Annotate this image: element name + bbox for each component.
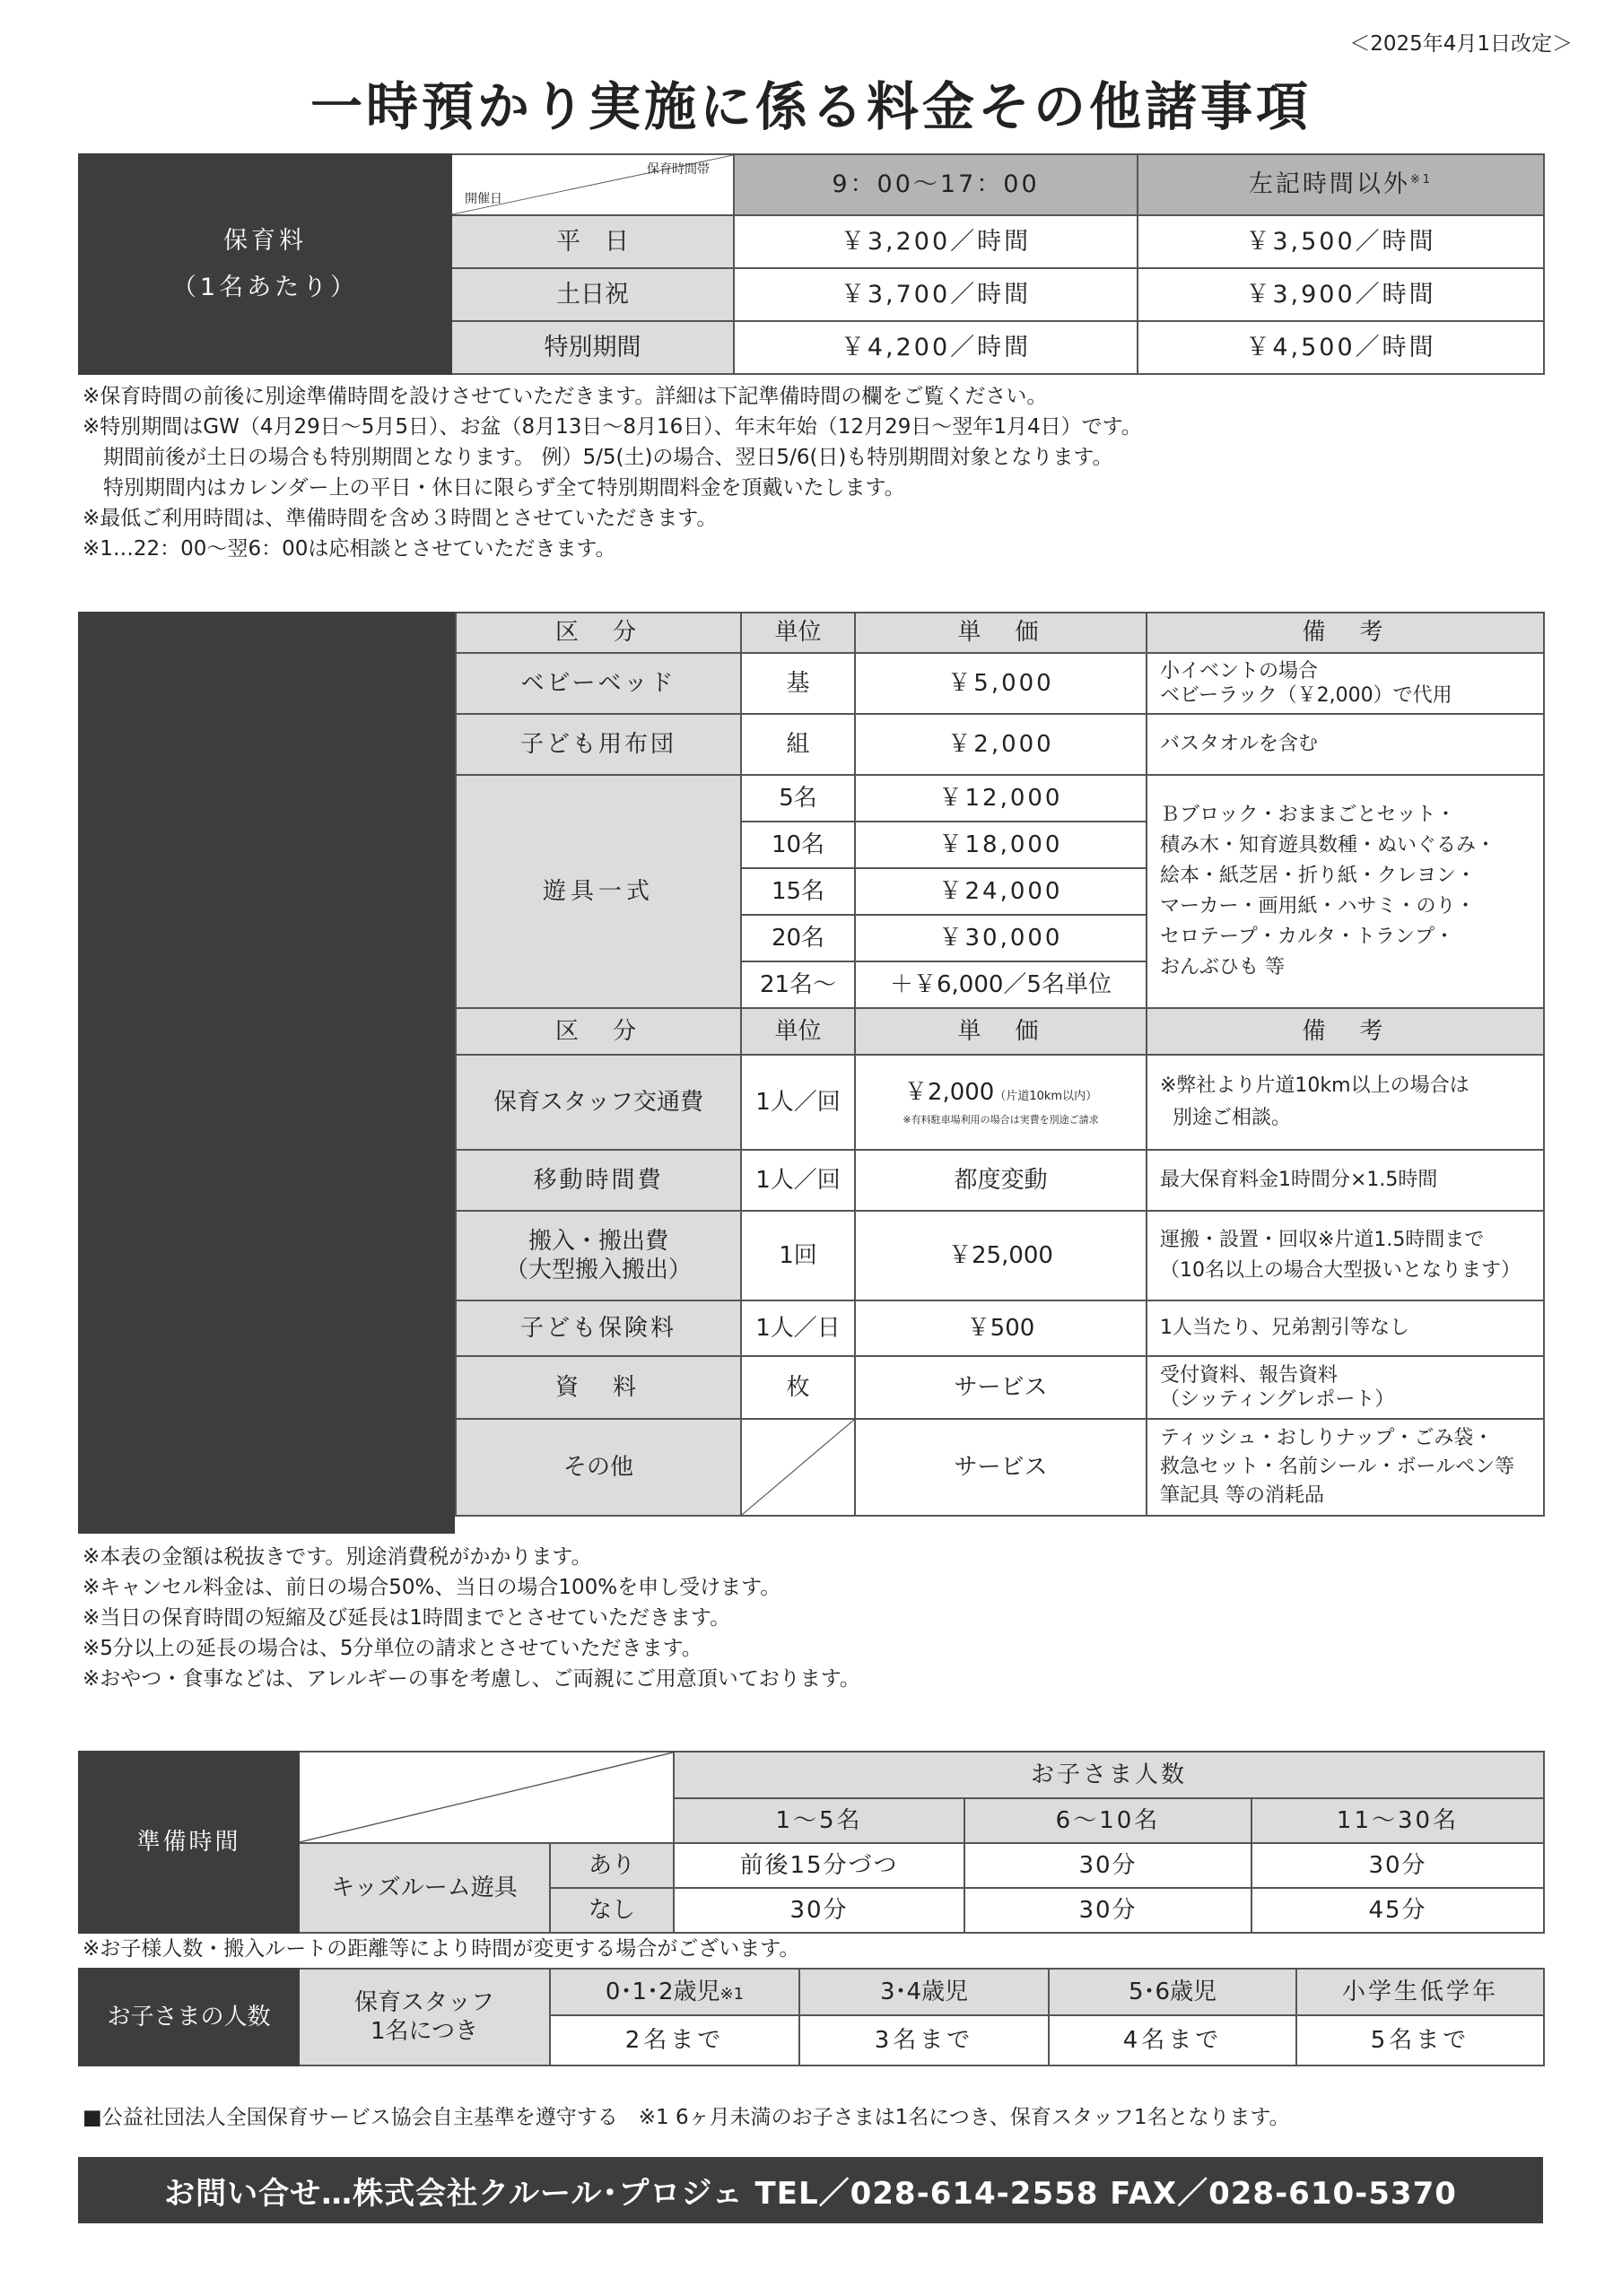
item-price bbox=[861, 1078, 1140, 1108]
col-kubun: 区 分 bbox=[456, 613, 741, 653]
item-insurance: 子ども保険料 bbox=[456, 1300, 741, 1356]
prep-value: 前後15分づつ bbox=[674, 1843, 964, 1888]
note-line: ※保育時間の前後に別途準備時間を設けさせていただきます。詳細は下記準備時間の欄をご覧ください。 bbox=[83, 385, 1048, 408]
carry-name-sub: （大型搬入搬出） bbox=[504, 1257, 692, 1283]
note-line: ※おやつ・食事などは、アレルギーの事を考慮し、ご両親にご用意頂いております。 bbox=[83, 1667, 860, 1691]
staff-label: 保育スタッフ bbox=[353, 1988, 494, 2016]
fee-price: ￥3,200／時間 bbox=[734, 215, 1138, 268]
item-docs: 資 料 bbox=[456, 1356, 741, 1419]
col-price: 単 価 bbox=[855, 1008, 1147, 1055]
remarks-line: 積み木・知育遊具数種・ぬいぐるみ・ bbox=[1160, 834, 1496, 857]
remarks-line: 別途ご相談。 bbox=[1173, 1107, 1292, 1129]
item-remarks: バスタオルを含む bbox=[1147, 714, 1544, 775]
item-unit: 20名 bbox=[741, 915, 855, 961]
prep-time-table bbox=[78, 1751, 1545, 1934]
item-carry bbox=[456, 1211, 741, 1300]
remarks-line: ※弊社より片道10km以上の場合は bbox=[1160, 1074, 1469, 1097]
item-price: ￥30,000 bbox=[855, 915, 1147, 961]
prep-diagonal-header bbox=[299, 1752, 674, 1843]
fee-price: ￥4,200／時間 bbox=[734, 321, 1138, 374]
item-price: ￥18,000 bbox=[855, 822, 1147, 868]
prep-note: ※お子様人数・搬入ルートの距離等により時間が変更する場合がございます。 bbox=[83, 1937, 800, 1961]
staff-per-label bbox=[299, 1969, 550, 2066]
item-remarks bbox=[1147, 653, 1544, 714]
col-remarks: 備 考 bbox=[1147, 613, 1544, 653]
fee-label: 保育料 bbox=[223, 226, 307, 255]
prep-col: 1〜5名 bbox=[674, 1798, 964, 1843]
remarks-line: セロテープ・カルタ・トランプ・ bbox=[1160, 926, 1455, 948]
item-price: ￥500 bbox=[855, 1300, 1147, 1356]
item-unit: 1人／回 bbox=[741, 1055, 855, 1150]
age-group: 5･6歳児 bbox=[1049, 1969, 1296, 2015]
remarks-line: 小イベントの場合 bbox=[1160, 659, 1319, 683]
prep-value: 45分 bbox=[1251, 1888, 1544, 1933]
fee-notes bbox=[83, 381, 1142, 564]
item-remarks bbox=[1147, 1055, 1544, 1150]
item-unit: 1人／回 bbox=[741, 1150, 855, 1211]
item-price: ￥5,000 bbox=[855, 653, 1147, 714]
item-other: その他 bbox=[456, 1419, 741, 1516]
note-line: ※1…22：00〜翌6：00は応相談とさせていただきます。 bbox=[83, 537, 616, 561]
fee-table bbox=[78, 153, 1545, 375]
fee-day-holiday: 土日祝 bbox=[451, 268, 734, 321]
ratio-count: 2名まで bbox=[550, 2015, 799, 2066]
item-price: ￥24,000 bbox=[855, 868, 1147, 915]
ratio-count: 3名まで bbox=[799, 2015, 1049, 2066]
age-group-mark: ※1 bbox=[719, 1984, 745, 2004]
prep-col: 11〜30名 bbox=[1251, 1798, 1544, 1843]
col-unit: 単位 bbox=[741, 613, 855, 653]
prep-value: 30分 bbox=[1251, 1843, 1544, 1888]
staff-label-sub: 1名につき bbox=[370, 2018, 479, 2045]
item-remarks bbox=[1147, 1419, 1544, 1516]
ratio-count: 4名まで bbox=[1049, 2015, 1296, 2066]
items-side-block bbox=[78, 612, 455, 1534]
toys-no: なし bbox=[550, 1888, 674, 1933]
note-line: ※当日の保育時間の短縮及び延長は1時間までとさせていただきます。 bbox=[83, 1606, 731, 1630]
note-line: 期間前後が土日の場合も特別期間となります。 例）5/5(土)の場合、翌日5/6(日)も特別期間対象となります。 bbox=[83, 446, 1113, 469]
note-line: ※最低ご利用時間は、準備時間を含め３時間とさせていただきます。 bbox=[83, 507, 718, 530]
col-remarks: 備 考 bbox=[1147, 1008, 1544, 1055]
age-group: 3･4歳児 bbox=[799, 1969, 1049, 2015]
remarks-line: 絵本・紙芝居・折り紙・クレヨン・ bbox=[1160, 865, 1477, 887]
item-remarks: 最大保育料金1時間分×1.5時間 bbox=[1147, 1150, 1544, 1211]
age-group-text: 0･1･2歳児 bbox=[605, 1978, 720, 2005]
age-group: 小学生低学年 bbox=[1296, 1969, 1544, 2015]
fee-day-special: 特別期間 bbox=[451, 321, 734, 374]
item-price: サービス bbox=[855, 1419, 1147, 1516]
item-price: ￥12,000 bbox=[855, 775, 1147, 822]
item-unit: 21名〜 bbox=[741, 961, 855, 1008]
fee-col-other-mark: ※1 bbox=[1409, 173, 1434, 187]
contact-bar bbox=[78, 2157, 1543, 2223]
col-unit: 単位 bbox=[741, 1008, 855, 1055]
item-unit: 10名 bbox=[741, 822, 855, 868]
page-title: 一時預かり実施に係る料金その他諸事項 bbox=[310, 76, 1312, 137]
remarks-line: Ｂブロック・おままごとセット・ bbox=[1160, 804, 1456, 826]
item-staff-transport: 保育スタッフ交通費 bbox=[456, 1055, 741, 1150]
item-price: 都度変動 bbox=[855, 1150, 1147, 1211]
prep-col: 6〜10名 bbox=[964, 1798, 1251, 1843]
revision-date: ＜2025年4月1日改定＞ bbox=[1349, 32, 1573, 56]
fee-price: ￥4,500／時間 bbox=[1138, 321, 1544, 374]
item-baby-bed: ベビーベッド bbox=[456, 653, 741, 714]
note-line: ※キャンセル料金は、前日の場合50%、当日の場合100%を申し受けます。 bbox=[83, 1576, 781, 1599]
remarks-line: （シッティングレポート） bbox=[1160, 1388, 1395, 1411]
fee-price: ￥3,700／時間 bbox=[734, 268, 1138, 321]
diag-bottom-label: 開催日 bbox=[465, 191, 502, 206]
general-notes bbox=[83, 1542, 860, 1694]
item-futon: 子ども用布団 bbox=[456, 714, 741, 775]
item-price: ￥25,000 bbox=[855, 1211, 1147, 1300]
remarks-line: （10名以上の場合大型扱いとなります） bbox=[1160, 1259, 1521, 1282]
item-remarks bbox=[1147, 1356, 1544, 1419]
prep-label: 準備時間 bbox=[79, 1752, 299, 1933]
carry-name: 搬入・搬出費 bbox=[528, 1227, 668, 1255]
remarks-line: 受付資料、報告資料 bbox=[1160, 1363, 1339, 1387]
prep-value: 30分 bbox=[964, 1888, 1251, 1933]
item-unit: 1回 bbox=[741, 1211, 855, 1300]
fee-diagonal-header bbox=[451, 154, 734, 215]
item-remarks: 1人当たり、兄弟割引等なし bbox=[1147, 1300, 1544, 1356]
remarks-line: ティッシュ・おしりナップ・ごみ袋・ bbox=[1160, 1427, 1494, 1449]
remarks-line: 救急セット・名前シール・ボールペン等 bbox=[1160, 1456, 1515, 1478]
remarks-line: ベビーラック（￥2,000）で代用 bbox=[1160, 684, 1452, 707]
transport-price: ￥2,000 bbox=[903, 1078, 995, 1106]
toys-remarks bbox=[1147, 775, 1544, 1008]
item-remarks bbox=[1147, 1211, 1544, 1300]
remarks-line: マーカー・画用紙・ハサミ・のり・ bbox=[1160, 895, 1476, 918]
age-group bbox=[550, 1969, 799, 2015]
fee-col-daytime bbox=[734, 154, 1138, 215]
contact-text: お問い合せ…株式会社クルール･プロジェ TEL／028-614-2558 FAX／028-610-5370 bbox=[164, 2175, 1457, 2212]
kids-room-toys-label: キッズルーム遊具 bbox=[299, 1843, 550, 1933]
item-toys: 遊具一式 bbox=[456, 775, 741, 1008]
ratio-label: お子さまの人数 bbox=[79, 1969, 299, 2066]
fee-col-other-text: 左記時間以外 bbox=[1248, 170, 1410, 199]
item-unit: 枚 bbox=[741, 1356, 855, 1419]
children-count-header: お子さま人数 bbox=[674, 1752, 1544, 1798]
item-price-cell bbox=[855, 1055, 1147, 1150]
fee-label-cell bbox=[79, 154, 451, 374]
ratio-count: 5名まで bbox=[1296, 2015, 1544, 2066]
staff-ratio-table bbox=[78, 1968, 1545, 2066]
note-line: 特別期間内はカレンダー上の平日・休日に限らず全て特別期間料金を頂戴いたします。 bbox=[83, 476, 905, 500]
fee-price: ￥3,900／時間 bbox=[1138, 268, 1544, 321]
note-line: ※特別期間はGW（4月29日〜5月5日）、お盆（8月13日〜8月16日）、年末年始（12月29日〜翌年1月4日）です。 bbox=[83, 415, 1142, 439]
item-other-empty-unit bbox=[741, 1419, 855, 1516]
note-line: ※5分以上の延長の場合は、5分単位の請求とさせていただきます。 bbox=[83, 1637, 702, 1660]
item-price: ￥2,000 bbox=[855, 714, 1147, 775]
item-price: ＋￥6,000／5名単位 bbox=[855, 961, 1147, 1008]
fee-day-weekday: 平 日 bbox=[451, 215, 734, 268]
remarks-line: 筆記具 等の消耗品 bbox=[1160, 1484, 1324, 1507]
transport-price-sub: ※有料駐車場利用の場合は実費を別途ご請求 bbox=[903, 1114, 1099, 1126]
note-line: ※本表の金額は税抜きです。別途消費税がかかります。 bbox=[83, 1545, 592, 1569]
item-unit: 1人／日 bbox=[741, 1300, 855, 1356]
item-unit: 組 bbox=[741, 714, 855, 775]
diag-top-label: 保育時間帯 bbox=[647, 162, 710, 177]
item-unit: 5名 bbox=[741, 775, 855, 822]
item-unit: 15名 bbox=[741, 868, 855, 915]
prep-value: 30分 bbox=[674, 1888, 964, 1933]
prep-value: 30分 bbox=[964, 1843, 1251, 1888]
item-unit: 基 bbox=[741, 653, 855, 714]
fee-col-daytime-text: 9：00〜17：00 bbox=[832, 170, 1040, 199]
item-travel-time: 移動時間費 bbox=[456, 1150, 741, 1211]
toys-yes: あり bbox=[550, 1843, 674, 1888]
transport-price-note: （片道10km以内） bbox=[994, 1089, 1098, 1103]
fee-price: ￥3,500／時間 bbox=[1138, 215, 1544, 268]
items-table bbox=[455, 612, 1545, 1517]
col-kubun: 区 分 bbox=[456, 1008, 741, 1055]
col-price: 単 価 bbox=[855, 613, 1147, 653]
fee-label-sub: （1名あたり） bbox=[171, 273, 359, 301]
remarks-line: 運搬・設置・回収※片道1.5時間まで bbox=[1160, 1229, 1485, 1251]
footer-note: ■公益社団法人全国保育サービス協会自主基準を遵守する ※1 6ヶ月未満のお子さまは1名につき、保育スタッフ1名となります。 bbox=[83, 2106, 1290, 2129]
item-price: サービス bbox=[855, 1356, 1147, 1419]
fee-col-other bbox=[1138, 154, 1544, 215]
remarks-line: おんぶひも 等 bbox=[1160, 956, 1285, 978]
